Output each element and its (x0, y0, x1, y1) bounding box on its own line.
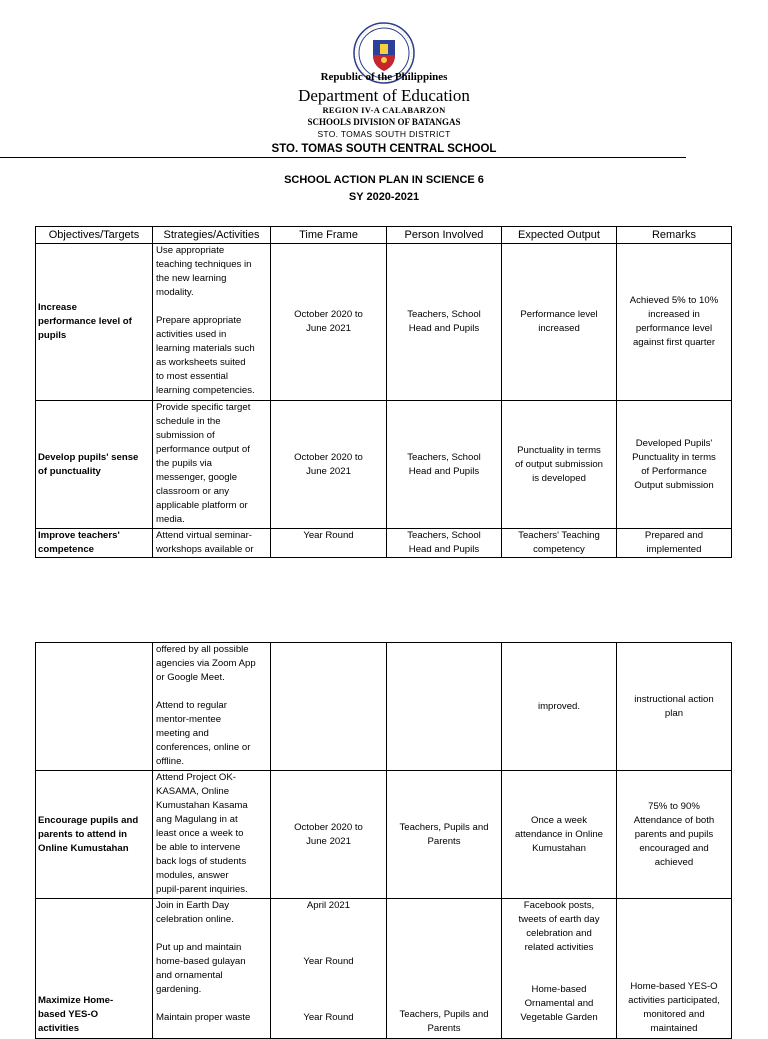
text-line: classroom or any (156, 486, 230, 497)
text-line: against first quarter (632, 337, 716, 348)
output-cell (502, 899, 617, 1039)
text-line: pupils (38, 330, 67, 341)
text-line: modules, answer (156, 870, 229, 881)
text-line: Attend to regular (156, 700, 227, 711)
text-line: achieved (654, 856, 694, 868)
objective-cell (36, 244, 153, 401)
text-line: pupil-parent inquiries. (156, 884, 248, 895)
strategies-cell (153, 401, 271, 529)
text-line: Encourage pupils and (38, 814, 139, 826)
objective-cell (36, 401, 153, 529)
text-line: Punctuality in terms (517, 444, 601, 456)
text-line: Increase (38, 302, 77, 313)
republic-heading: Republic of the Philippines (320, 71, 448, 83)
text-line: June 2021 (306, 323, 351, 334)
text-line: Home-based (531, 984, 587, 995)
remarks-cell (617, 643, 732, 771)
text-line: Teachers, School (407, 309, 481, 320)
objective-cell (36, 771, 153, 899)
text-line: offered by all possible (156, 644, 249, 655)
text-line: Kumustahan (532, 842, 586, 854)
school-year: SY 2020-2021 (348, 191, 420, 203)
text-line: Teachers, School (407, 530, 481, 541)
text-line: Developed Pupils' (635, 437, 713, 449)
text-line (156, 927, 268, 941)
text-line: be able to intervene (156, 842, 241, 853)
output-item (504, 899, 614, 969)
remarks-cell (617, 401, 732, 529)
header-divider (0, 157, 686, 158)
person-cell (387, 899, 502, 1039)
person-cell (387, 771, 502, 899)
text-line: Online Kumustahan (38, 842, 129, 854)
person-cell (387, 401, 502, 529)
text-line: Join in Earth Day (156, 900, 230, 911)
text-line: Head and Pupils (408, 544, 480, 555)
text-line: increased (538, 323, 580, 334)
text-line: Teachers' Teaching (518, 530, 600, 541)
text-line: ang Magulang in at (156, 814, 238, 825)
text-line: mentor-mentee (156, 714, 222, 725)
text-line: encouraged and (639, 842, 709, 854)
remarks-cell (617, 771, 732, 899)
school-heading: STO. TOMAS SOUTH CENTRAL SCHOOL (271, 143, 497, 155)
column-header: Expected Output (502, 227, 617, 244)
objective-cell (36, 643, 153, 771)
text-line: Parents (427, 835, 461, 847)
output-cell (502, 244, 617, 401)
text-line: Prepare appropriate (156, 315, 242, 326)
text-line: Once a week (531, 814, 587, 826)
text-line: maintained (650, 1023, 698, 1034)
time-frame-cell (271, 771, 387, 899)
time-frame-item: Year Round (303, 1012, 354, 1023)
text-line: learning competencies. (156, 385, 255, 396)
action-plan-table-continued (35, 642, 732, 1039)
text-line: KASAMA, Online (156, 786, 230, 797)
strategies-cell (153, 643, 271, 771)
text-line: home-based gulayan (156, 956, 246, 967)
text-line: Year Round (303, 530, 354, 541)
action-plan-table (35, 226, 732, 558)
output-cell (502, 771, 617, 899)
strategies-cell (153, 529, 271, 558)
text-line: back logs of students (156, 856, 247, 867)
text-line: Teachers, Pupils and (399, 821, 489, 833)
text-line: applicable platform or (156, 500, 248, 511)
text-line: competence (38, 544, 94, 555)
column-header: Person Involved (387, 227, 502, 244)
text-line: of Performance (641, 465, 707, 477)
text-line: related activities (524, 942, 594, 953)
text-line: schedule in the (156, 416, 221, 427)
department-heading: Department of Education (298, 86, 470, 105)
strategies-cell (153, 899, 271, 1039)
table-row (36, 643, 732, 771)
text-line: improved. (537, 700, 581, 712)
remarks-cell (617, 899, 732, 1039)
text-line: modality. (156, 287, 194, 298)
time-frame-cell (271, 899, 387, 1039)
column-header: Remarks (617, 227, 732, 244)
district-heading: STO. TOMAS SOUTH DISTRICT (317, 129, 451, 139)
text-line: Home-based YES-O (630, 981, 718, 992)
text-line: 75% to 90% (648, 800, 700, 812)
output-item (504, 969, 614, 1025)
text-line: activities participated, (628, 995, 720, 1006)
text-line: Prepared and (644, 530, 704, 541)
text-line: Improve teachers' (38, 530, 120, 541)
text-line: Use appropriate (156, 245, 225, 256)
time-frame-cell (271, 643, 387, 771)
column-header: Strategies/Activities (153, 227, 271, 244)
remarks-cell (617, 529, 732, 558)
table-row (36, 244, 732, 401)
text-line: agencies via Zoom App (156, 658, 256, 669)
remarks-cell (617, 244, 732, 401)
text-line: October 2020 to (294, 821, 363, 833)
text-line (156, 997, 268, 1011)
text-line: June 2021 (306, 835, 351, 847)
text-line: messenger, google (156, 472, 238, 483)
text-line: as worksheets suited (156, 357, 246, 368)
text-line: activities used in (156, 329, 227, 340)
text-line: gardening. (156, 984, 202, 995)
plan-title: SCHOOL ACTION PLAN IN SCIENCE 6 (284, 174, 484, 186)
text-line: Facebook posts, (523, 900, 595, 911)
text-line: instructional action (634, 693, 714, 705)
text-line (156, 300, 268, 314)
text-line: plan (664, 707, 684, 719)
text-line: Teachers, Pupils and (399, 1009, 489, 1020)
text-line: the pupils via (156, 458, 212, 469)
strategies-cell (153, 771, 271, 899)
text-line: performance level of (38, 316, 132, 327)
text-line: meeting and (156, 728, 209, 739)
table-row (36, 529, 732, 558)
text-line: teaching techniques in (156, 259, 252, 270)
text-line: Ornamental and (524, 998, 594, 1009)
text-line: Achieved 5% to 10% (629, 295, 719, 306)
text-line: celebration and (526, 928, 592, 939)
text-line: competency (533, 544, 585, 555)
text-line: or Google Meet. (156, 672, 225, 683)
text-line: learning materials such (156, 343, 255, 354)
text-line: October 2020 to (294, 451, 363, 463)
text-line: increased in (648, 309, 700, 320)
text-line: Output submission (634, 479, 714, 491)
text-line: based YES-O (38, 1009, 99, 1020)
text-line: workshops available or (156, 544, 254, 555)
column-header: Time Frame (271, 227, 387, 244)
table-row (36, 899, 732, 1039)
table-row (36, 771, 732, 899)
table-row (36, 401, 732, 529)
text-line: Provide specific target (156, 402, 251, 413)
text-line: Head and Pupils (408, 323, 480, 334)
text-line: Develop pupils' sense (38, 451, 139, 463)
text-line: October 2020 to (294, 309, 363, 320)
division-heading: SCHOOLS DIVISION OF BATANGAS (307, 117, 461, 127)
strategies-cell (153, 244, 271, 401)
person-cell (387, 643, 502, 771)
text-line: monitored and (643, 1009, 705, 1020)
text-line: of output submission (515, 458, 603, 470)
table-header-row (36, 227, 732, 244)
text-line: attendance in Online (514, 828, 603, 840)
text-line: is developed (532, 472, 586, 484)
text-line: Attend virtual seminar- (156, 530, 252, 541)
person-cell (387, 529, 502, 558)
output-cell (502, 643, 617, 771)
objective-cell (36, 899, 153, 1039)
text-line: June 2021 (306, 465, 351, 477)
time-frame-cell (271, 244, 387, 401)
text-line: celebration online. (156, 914, 234, 925)
text-line: conferences, online or (156, 742, 251, 753)
text-line: Kumustahan Kasama (156, 800, 248, 811)
person-cell (387, 244, 502, 401)
text-line: performance output of (156, 444, 250, 455)
time-frame-cell (271, 529, 387, 558)
text-line: and ornamental (156, 970, 223, 981)
text-line (156, 685, 268, 699)
text-line: Teachers, School (407, 451, 481, 463)
text-line: implemented (646, 544, 702, 555)
region-heading: REGION IV-A CALABARZON (322, 105, 446, 115)
time-frame-item: April 2021 (306, 900, 351, 911)
text-line: Vegetable Garden (520, 1012, 598, 1023)
time-frame-cell (271, 401, 387, 529)
text-line: of punctuality (38, 465, 101, 477)
time-frame-item: Year Round (303, 956, 354, 967)
text-line: Maximize Home- (38, 995, 114, 1006)
text-line: media. (156, 514, 185, 525)
text-line: to most essential (156, 371, 228, 382)
text-line: Parents (427, 1023, 461, 1034)
text-line: parents and pupils (634, 828, 714, 840)
output-cell (502, 401, 617, 529)
objective-cell (36, 529, 153, 558)
text-line: Attend Project OK- (156, 772, 236, 783)
text-line: offline. (156, 756, 185, 767)
text-line: Performance level (520, 309, 598, 320)
text-line: Attendance of both (633, 814, 715, 826)
text-line: Maintain proper waste (156, 1012, 251, 1023)
text-line: performance level (635, 323, 713, 334)
text-line: parents to attend in (38, 828, 128, 840)
text-line: activities (38, 1023, 80, 1034)
text-line: Head and Pupils (408, 465, 480, 477)
text-line: the new learning (156, 273, 227, 284)
text-line: Put up and maintain (156, 942, 242, 953)
text-line: Punctuality in terms (632, 451, 716, 463)
column-header: Objectives/Targets (36, 227, 153, 244)
output-cell (502, 529, 617, 558)
text-line: submission of (156, 430, 215, 441)
text-line: tweets of earth day (518, 914, 600, 925)
text-line: least once a week to (156, 828, 244, 839)
